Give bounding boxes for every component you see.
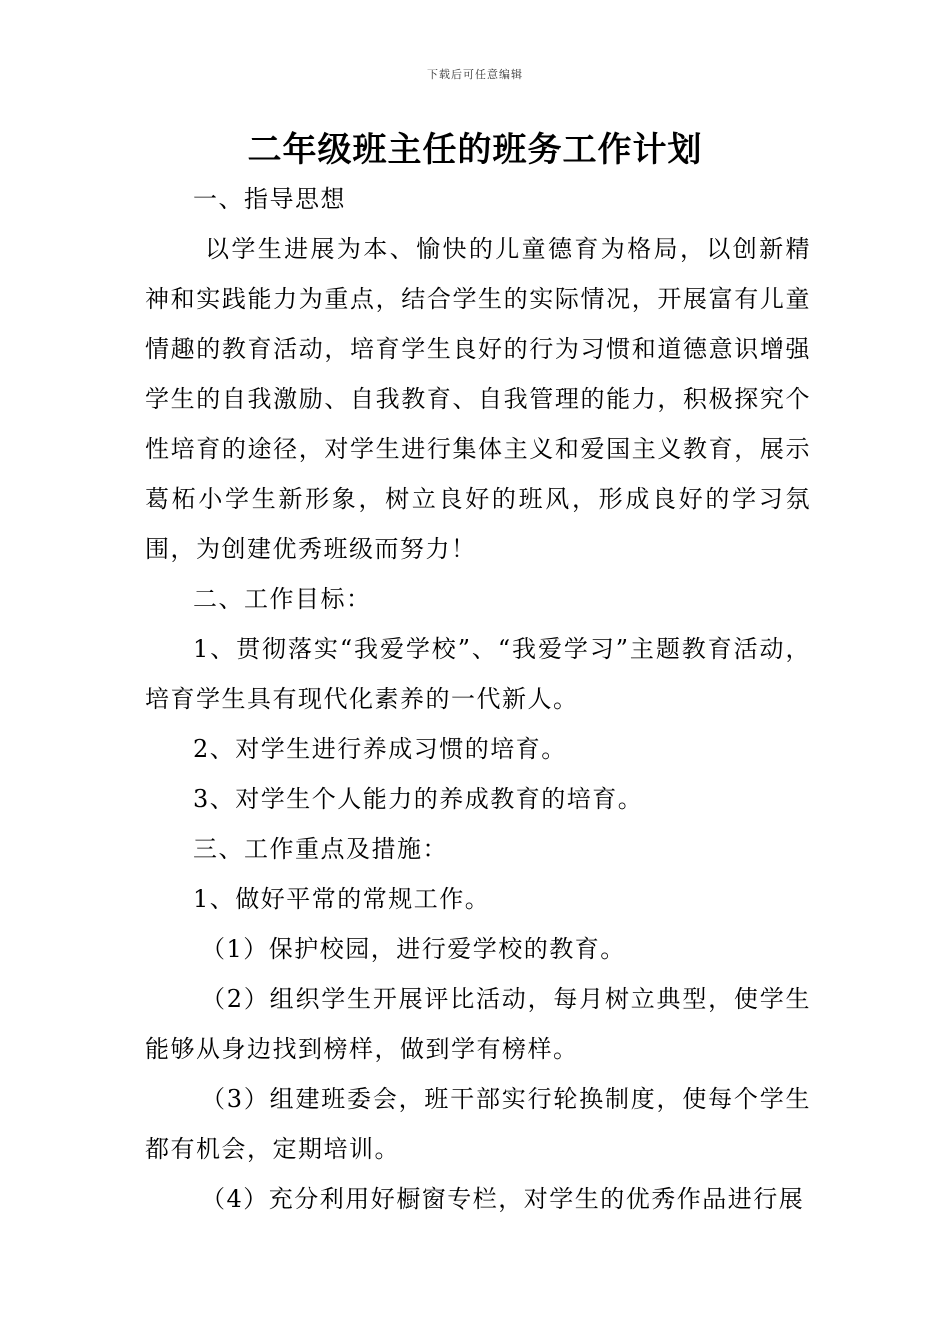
document-title: 二年级班主任的班务工作计划 <box>247 130 703 170</box>
list-item: 1、做好平常的常规工作。 <box>193 885 491 913</box>
section-heading: 一、指导思想 <box>193 185 346 213</box>
header-note: 下载后可任意编辑 <box>427 68 523 81</box>
sub-list-item: （4）充分利用好橱窗专栏，对学生的优秀作品进行展 <box>201 1185 805 1213</box>
section-heading: 三、工作重点及措施： <box>193 835 448 863</box>
list-item: 3、对学生个人能力的养成教育的培育。 <box>193 785 644 813</box>
list-item: 2、对学生进行养成习惯的培育。 <box>193 735 567 763</box>
sub-list-item: （2）组织学生开展评比活动，每月树立典型，使学生能够从身边找到榜样，做到学有榜样。 <box>145 985 811 1063</box>
section-heading: 二、工作目标： <box>193 585 372 613</box>
list-item: 1、贯彻落实“我爱学校”、“我爱学习”主题教育活动，培育学生具有现代化素养的一代新人。 <box>145 635 811 713</box>
sub-list-item: （1）保护校园，进行爱学校的教育。 <box>201 935 626 963</box>
document-body <box>145 174 811 1224</box>
paragraph: 以学生进展为本、愉快的儿童德育为格局，以创新精神和实践能力为重点，结合学生的实际情况，开展富有儿童情趣的教育活动，培育学生良好的行为习惯和道德意识增强学生的自我激励、自我教育、自我管理的能力，积极探究个性培育的途径，对学生进行集体主义和爱国主义教育，展示葛柘小学生新形象，树立良好的班风，形成良好的学习氛围，为创建优秀班级而努力！ <box>145 235 811 563</box>
sub-list-item: （3）组建班委会，班干部实行轮换制度，使每个学生都有机会，定期培训。 <box>145 1085 811 1163</box>
